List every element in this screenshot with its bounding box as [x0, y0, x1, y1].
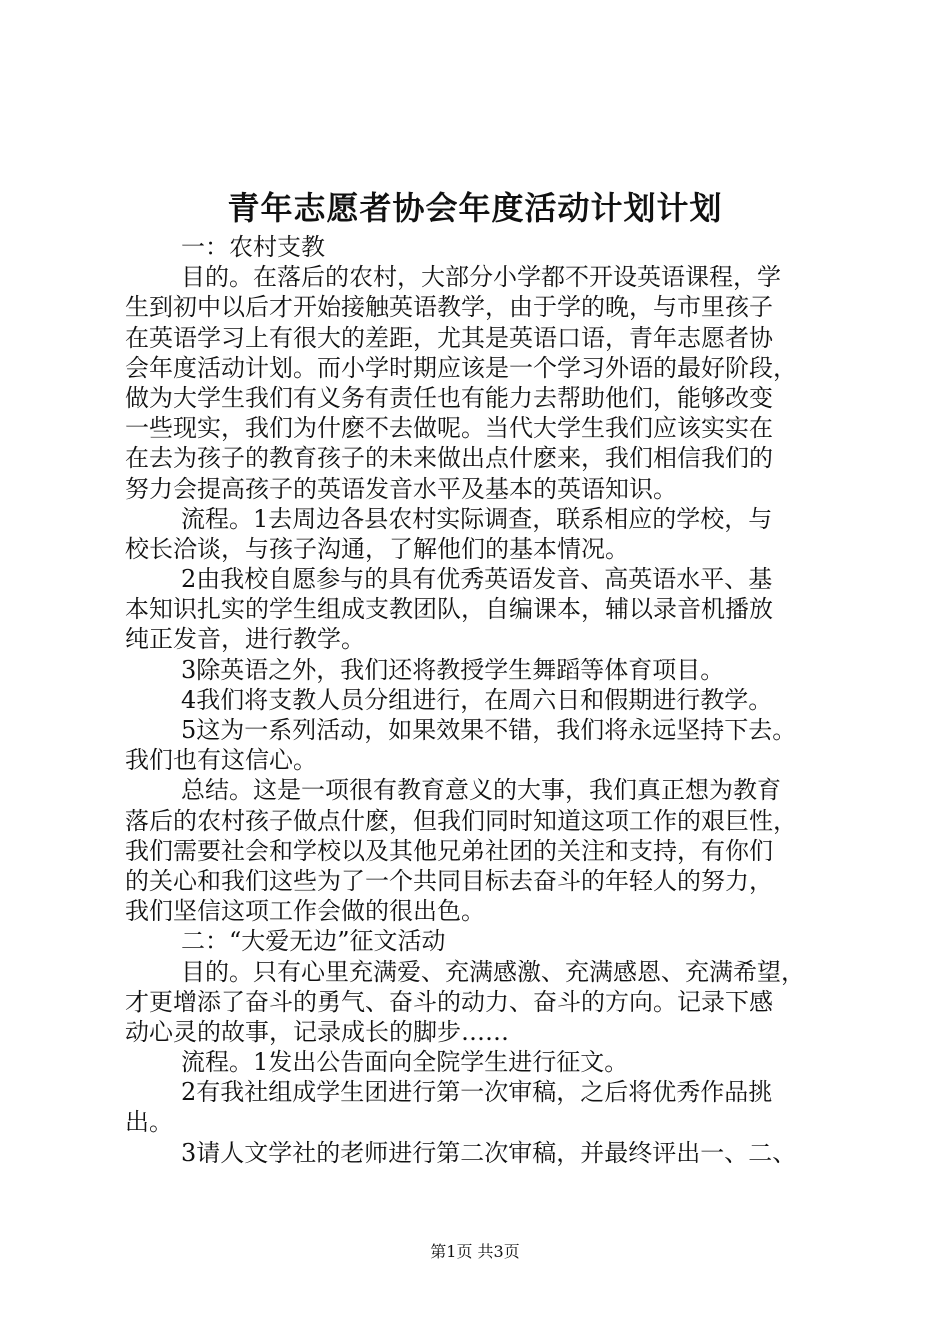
text-line: 努力会提高孩子的英语发音水平及基本的英语知识。 — [125, 474, 677, 503]
text-line: 总结。这是一项很有教育意义的大事，我们真正想为教育 — [181, 776, 781, 805]
text-line: 出。 — [125, 1108, 173, 1137]
text-line: 校长洽谈，与孩子沟通，了解他们的基本情况。 — [125, 534, 629, 563]
document-body — [125, 232, 835, 1168]
text-line: 落后的农村孩子做点什麽，但我们同时知道这项工作的艰巨性， — [125, 806, 797, 835]
text-line: 4我们将支教人员分组进行，在周六日和假期进行教学。 — [181, 685, 773, 714]
text-line: 动心灵的故事，记录成长的脚步…… — [125, 1017, 509, 1046]
text-line: 做为大学生我们有义务有责任也有能力去帮助他们，能够改变 — [125, 383, 773, 412]
text-line: 我们需要社会和学校以及其他兄弟社团的关注和支持，有你们 — [125, 836, 773, 865]
text-line: 我们也有这信心。 — [125, 746, 317, 775]
text-line: 2由我校自愿参与的具有优秀英语发音、高英语水平、基 — [181, 565, 773, 594]
text-line: 会年度活动计划。而小学时期应该是一个学习外语的最好阶段， — [125, 353, 797, 382]
text-line: 3除英语之外，我们还将教授学生舞蹈等体育项目。 — [181, 655, 725, 684]
text-line: 3请人文学社的老师进行第二次审稿，并最终评出一、二、 — [181, 1138, 797, 1167]
text-line: 本知识扎实的学生组成支教团队，自编课本，辅以录音机播放 — [125, 595, 773, 624]
text-line: 的关心和我们这些为了一个共同目标去奋斗的年轻人的努力， — [125, 866, 773, 895]
text-line: 二：“大爱无边”征文活动 — [181, 927, 446, 956]
page-footer: 第1页 共3页 — [430, 1242, 520, 1261]
text-line: 才更增添了奋斗的勇气、奋斗的动力、奋斗的方向。记录下感 — [125, 987, 773, 1016]
text-line: 我们坚信这项工作会做的很出色。 — [125, 897, 485, 926]
text-line: 流程。1去周边各县农村实际调查，联系相应的学校，与 — [181, 504, 773, 533]
text-line: 目的。只有心里充满爱、充满感激、充满感恩、充满希望， — [181, 957, 805, 986]
text-line: 5这为一系列活动，如果效果不错，我们将永远坚持下去。 — [181, 716, 797, 744]
text-line: 2有我社组成学生团进行第一次审稿，之后将优秀作品挑 — [181, 1078, 773, 1107]
text-line: 生到初中以后才开始接触英语教学，由于学的晚，与市里孩子 — [125, 293, 773, 322]
text-line: 流程。1发出公告面向全院学生进行征文。 — [181, 1048, 629, 1077]
text-line: 目的。在落后的农村，大部分小学都不开设英语课程，学 — [181, 263, 781, 292]
document-title: 青年志愿者协会年度活动计划计划 — [227, 189, 723, 227]
text-line: 一些现实，我们为什麽不去做呢。当代大学生我们应该实实在 — [125, 414, 773, 443]
text-line: 在英语学习上有很大的差距，尤其是英语口语，青年志愿者协 — [125, 323, 773, 352]
text-line: 纯正发音，进行教学。 — [125, 625, 365, 654]
text-line: 一：农村支教 — [181, 233, 325, 261]
text-line: 在去为孩子的教育孩子的未来做出点什麽来，我们相信我们的 — [125, 444, 773, 473]
